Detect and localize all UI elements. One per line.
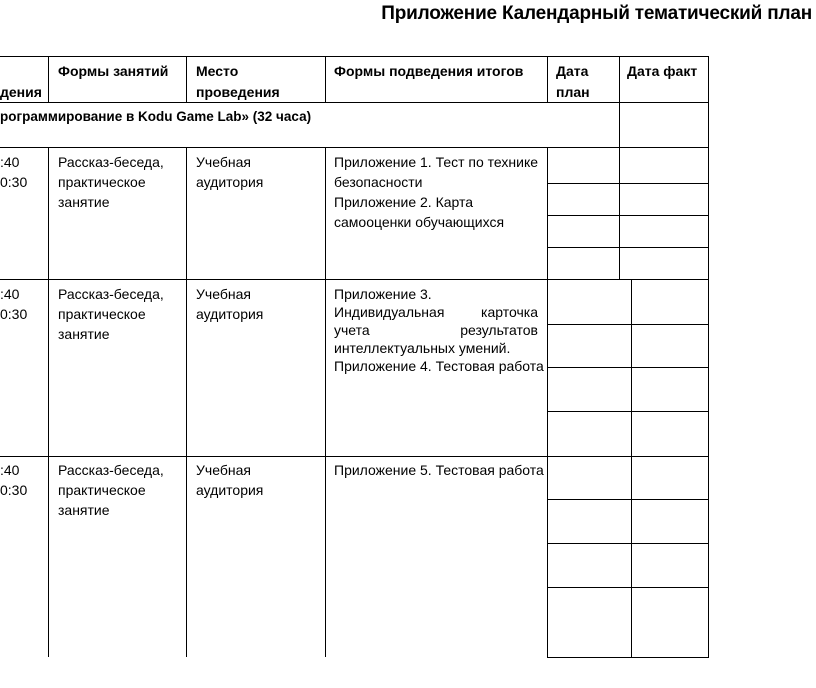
row2-bottom-border [0, 456, 709, 457]
column-divider [48, 147, 49, 657]
place-cell-line: аудитория [196, 306, 264, 322]
assessment-cell-line: Приложение 3. [334, 286, 432, 302]
section-bottom-border [0, 147, 709, 148]
forms-cell-line: занятие [58, 326, 110, 342]
date-subcell-line [547, 411, 709, 412]
section-title: рограммирование в Kodu Game Lab» (32 часа) [0, 109, 312, 124]
date-subcell-line [547, 324, 709, 325]
column-divider [186, 56, 187, 102]
date-subcell-line [547, 183, 709, 184]
date-subcell-line [547, 587, 709, 588]
column-divider [547, 147, 548, 657]
date-subcell-line [547, 543, 709, 544]
column-divider [186, 147, 187, 657]
column-divider [631, 280, 632, 657]
forms-cell-line: практическое [58, 482, 146, 498]
header-assessment-forms: Формы подведения итогов [334, 63, 524, 79]
date-subcell-line [547, 367, 709, 368]
header-forms-of-classes: Формы занятий [58, 63, 169, 79]
forms-cell-line: практическое [58, 174, 146, 190]
header-bottom-border [0, 102, 709, 103]
assessment-word: Индивидуальная [334, 304, 445, 320]
place-cell-line: Учебная [196, 286, 251, 302]
column-divider [547, 56, 548, 102]
forms-cell-line: практическое [58, 306, 146, 322]
place-cell-line: Учебная [196, 462, 251, 478]
forms-cell-line: Рассказ-беседа, [58, 462, 164, 478]
column-divider [48, 56, 49, 102]
table-right-border [708, 56, 709, 658]
column-divider [325, 147, 326, 657]
date-subcell-line [547, 247, 709, 248]
assessment-cell-line: безопасности [334, 174, 423, 190]
assessment-word: результатов [460, 322, 538, 338]
forms-cell-line: занятие [58, 194, 110, 210]
place-cell-line: Учебная [196, 154, 251, 170]
place-cell-line: аудитория [196, 174, 264, 190]
assessment-cell-line [334, 302, 538, 322]
header-place-line1: Место [196, 63, 239, 79]
assessment-cell-line: Приложение 2. Карта [334, 194, 474, 210]
column-divider [325, 56, 326, 102]
assessment-cell-line: Приложение 4. Тестовая работа [334, 358, 544, 374]
time-end: 0:30 [0, 174, 28, 190]
assessment-cell-line [334, 320, 538, 340]
header-place-line2: проведения [196, 84, 280, 100]
header-date-plan-line1: Дата [556, 63, 589, 79]
assessment-cell-line: интеллектуальных умений. [334, 340, 511, 356]
row1-bottom-border [0, 279, 709, 280]
forms-cell-line: Рассказ-беседа, [58, 286, 164, 302]
header-date-plan-line2: план [556, 84, 590, 100]
date-subcell-line [547, 499, 709, 500]
assessment-word: карточка [481, 304, 538, 320]
time-start: :40 [0, 462, 20, 478]
assessment-cell-line: Приложение 5. Тестовая работа [334, 462, 544, 478]
date-cells-bottom-border [547, 657, 709, 658]
header-date-fact: Дата факт [627, 63, 698, 79]
assessment-cell-line: самооценки обучающихся [334, 214, 505, 230]
date-subcell-line [547, 215, 709, 216]
time-end: 0:30 [0, 306, 28, 322]
forms-cell-line: занятие [58, 502, 110, 518]
table-top-border [0, 56, 709, 57]
time-start: :40 [0, 286, 20, 302]
assessment-cell-line: Приложение 1. Тест по технике [334, 154, 539, 170]
time-end: 0:30 [0, 482, 28, 498]
forms-cell-line: Рассказ-беседа, [58, 154, 164, 170]
place-cell-line: аудитория [196, 482, 264, 498]
page-title: Приложение Календарный тематический план [381, 3, 812, 24]
header-date-fragment: дения [0, 84, 42, 100]
time-start: :40 [0, 154, 20, 170]
column-divider [619, 56, 620, 280]
assessment-word: учета [334, 322, 370, 338]
